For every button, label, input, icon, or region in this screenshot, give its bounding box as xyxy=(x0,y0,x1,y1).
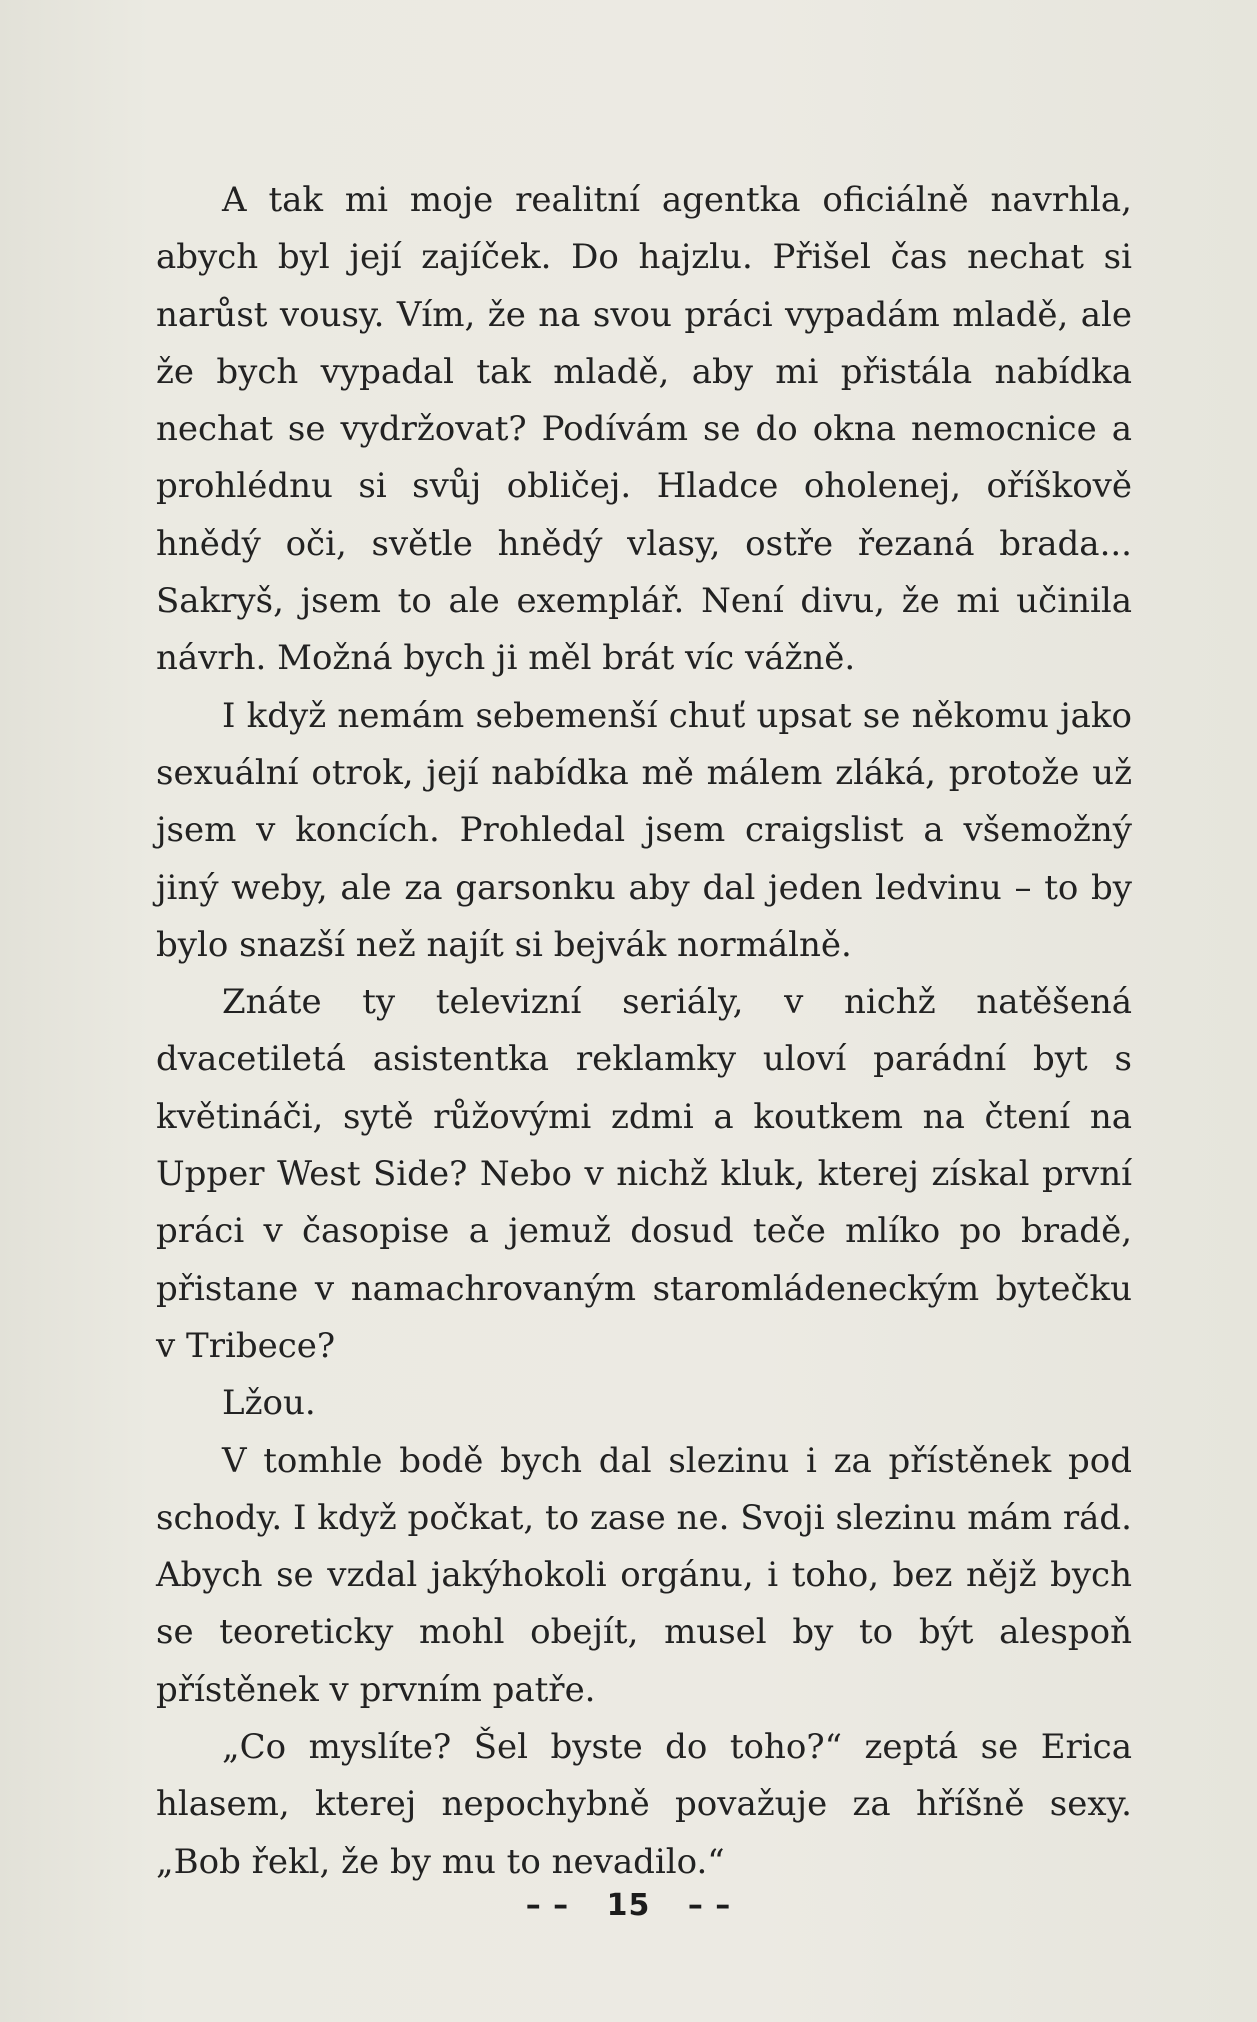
paragraph-2: I když nemám sebemenší chuť upsat se někomu jako sexuální otrok, její nabídka mě málem zláká, protože už jsem v koncích. Prohledal jsem craigslist a všemožný jiný weby, ale za garsonku aby dal jeden ledvinu – to by bylo snazší než najít si bejvák normálně. xyxy=(156,695,1132,965)
paragraph-4: Lžou. xyxy=(222,1383,316,1424)
paragraph-3: Znáte ty televizní seriály, v nichž natěšená dvacetiletá asistentka reklamky uloví parádní byt s květináči, sytě růžovými zdmi a koutkem na čtení na Upper West Side? Nebo v nichž kluk, kterej získal první práci v časopise a jemuž dosud teče mlíko po bradě, přistane v namachrovaným staromládeneckým bytečku v Tribece? xyxy=(156,982,1132,1366)
paragraph-1: A tak mi moje realitní agentka oficiálně navrhla, abych byl její zajíček. Do hajzlu. Přišel čas nechat si narůst vousy. Vím, že na svou práci vypadám mladě, ale že bych vypadal tak mladě, aby mi přistála nabídka nechat se vydržovat? Podívám se do okna nemocnice a prohlédnu si svůj obličej. Hladce oholenej, oříškově hnědý oči, světle hnědý vlasy, ostře řezaná brada... Sakryš, jsem to ale exemplář. Není divu, že mi učinila návrh. Možná bych ji měl brát víc vážně. xyxy=(156,180,1132,679)
body-text xyxy=(156,172,1132,1891)
paragraph-6: „Co myslíte? Šel byste do toho?“ zeptá se Erica hlasem, kterej nepochybně považuje za hříšně sexy. „Bob řekl, že by mu to nevadilo.“ xyxy=(156,1727,1132,1882)
page-footer xyxy=(0,1888,1257,1923)
page-number-dash-right: – – xyxy=(687,1888,732,1923)
paragraph-5: V tomhle bodě bych dal slezinu i za přístěnek pod schody. I když počkat, to zase ne. Svoji slezinu mám rád. Abych se vzdal jakýhokoli orgánu, i toho, bez nějž bych se teoreticky mohl obejít, musel by to být alespoň přístěnek v prvním patře. xyxy=(156,1440,1132,1710)
page-number: 15 xyxy=(606,1888,651,1923)
page-number-dash-left: – – xyxy=(525,1888,570,1923)
